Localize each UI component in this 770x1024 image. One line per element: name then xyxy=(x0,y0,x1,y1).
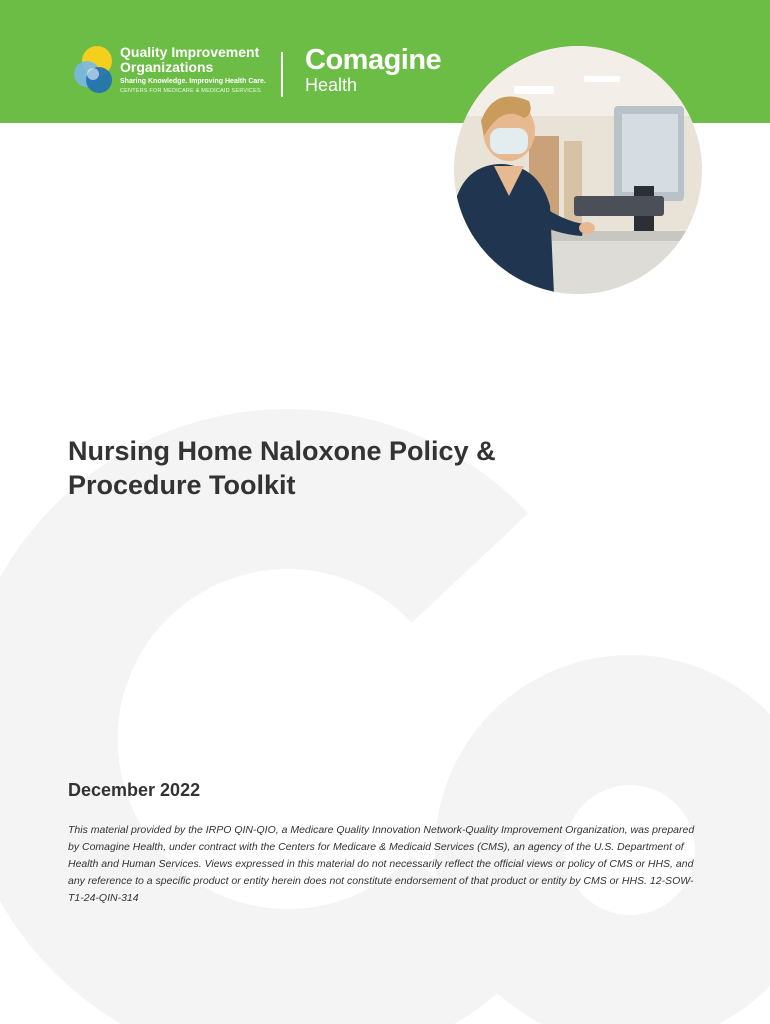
qio-tagline: Sharing Knowledge. Improving Health Care. xyxy=(120,78,266,85)
comagine-wordmark: Comagine xyxy=(305,44,442,76)
qio-logo xyxy=(70,44,270,100)
disclaimer-text: This material provided by the IRPO QIN-QIO, a Medicare Quality Innovation Network-Quality Improvement Organization, was prepared by Comagine Health, under contract with the Centers for Medicare & Medicaid Services (CMS), an agency of the U.S. Department of Health and Human Services. Views expressed in this material do not necessarily reflect the official views or policy of CMS or HHS, and any reference to a specific product or entity herein does not constitute endorsement of that product or entity by CMS or HHS. 12-SOW-T1-24-QIN-314 xyxy=(68,824,695,904)
nurse-photo xyxy=(454,46,702,294)
logo-divider xyxy=(281,52,283,97)
qio-circles-icon xyxy=(70,44,116,96)
document-title: Nursing Home Naloxone Policy & Procedure Toolkit xyxy=(68,436,496,500)
document-date: December 2022 xyxy=(68,780,201,800)
qio-subline: CENTERS FOR MEDICARE & MEDICAID SERVICES xyxy=(120,88,261,94)
comagine-sub: Health xyxy=(305,75,358,95)
qio-name-line1: Quality Improvement xyxy=(120,44,260,60)
comagine-health-logo xyxy=(305,45,441,94)
qio-name-line2: Organizations xyxy=(120,59,214,75)
